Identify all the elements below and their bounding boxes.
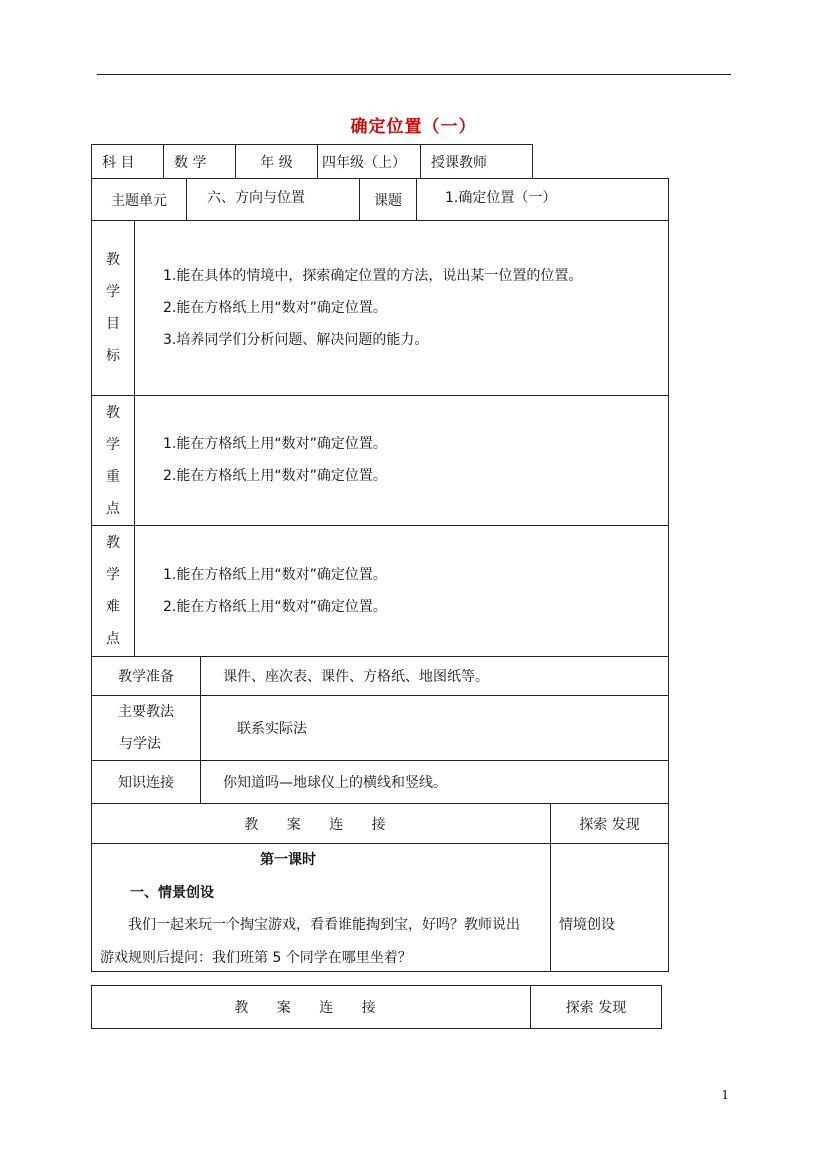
plan-header-left: 教 案 连 接 xyxy=(91,803,551,844)
key-points-label: 教 学 重 点 xyxy=(91,395,135,526)
lesson-section: 一、情景创设 xyxy=(130,885,214,901)
goals-content xyxy=(134,220,669,396)
key-point-item: 2.能在方格纸上用“数对”确定位置。 xyxy=(163,468,387,484)
lesson-heading: 第一课时 xyxy=(260,852,316,868)
difficulty-item: 2.能在方格纸上用“数对”确定位置。 xyxy=(163,599,387,615)
lesson-paragraph-line: 我们一起来玩一个掏宝游戏，看看谁能掏到宝，好吗？教师说出 xyxy=(128,917,520,933)
subject-label: 科 目 xyxy=(91,144,164,179)
lesson-side-label: 情境创设 xyxy=(559,917,615,933)
lesson-content xyxy=(91,843,551,972)
grade-label: 年 级 xyxy=(235,144,318,179)
methods-label: 主要教法 与学法 xyxy=(91,695,201,761)
difficulty-item: 1.能在方格纸上用“数对”确定位置。 xyxy=(163,567,387,583)
unit-label: 主题单元 xyxy=(91,178,187,221)
lesson-side xyxy=(550,843,669,972)
page-number: 1 xyxy=(721,1088,729,1102)
grade-value: 四年级（上） xyxy=(317,144,421,179)
document-title: 确定位置（一） xyxy=(350,117,477,137)
difficulties-label: 教 学 难 点 xyxy=(91,525,135,657)
header-rule xyxy=(97,74,731,75)
knowledge-value: 你知道吗—地球仪上的横线和竖线。 xyxy=(200,760,669,804)
preparation-label: 教学准备 xyxy=(91,656,201,696)
key-point-item: 1.能在方格纸上用“数对”确定位置。 xyxy=(163,436,387,452)
goal-item: 1.能在具体的情境中，探索确定位置的方法，说出某一位置的位置。 xyxy=(163,268,583,284)
goal-item: 3.培养同学们分析问题、解决问题的能力。 xyxy=(163,332,429,348)
subject-value: 数 学 xyxy=(163,144,236,179)
plan-header2-right: 探索 发现 xyxy=(530,985,662,1029)
difficulties-content xyxy=(134,525,669,657)
plan-header2-left: 教 案 连 接 xyxy=(91,985,531,1029)
teacher-label: 授课教师 xyxy=(420,144,533,179)
goals-label: 教 学 目 标 xyxy=(91,220,135,396)
lesson-paragraph-line: 游戏规则后提问：我们班第 5 个同学在哪里坐着？ xyxy=(100,950,412,966)
key-points-content xyxy=(134,395,669,526)
preparation-value: 课件、座次表、课件、方格纸、地图纸等。 xyxy=(200,656,669,696)
unit-value: 六、方向与位置 xyxy=(186,178,360,221)
topic-value: 1.确定位置（一） xyxy=(416,178,669,221)
plan-header-right: 探索 发现 xyxy=(550,803,669,844)
topic-label: 课题 xyxy=(359,178,417,221)
knowledge-label: 知识连接 xyxy=(91,760,201,804)
goal-item: 2.能在方格纸上用“数对”确定位置。 xyxy=(163,300,387,316)
methods-value: 联系实际法 xyxy=(200,695,669,761)
